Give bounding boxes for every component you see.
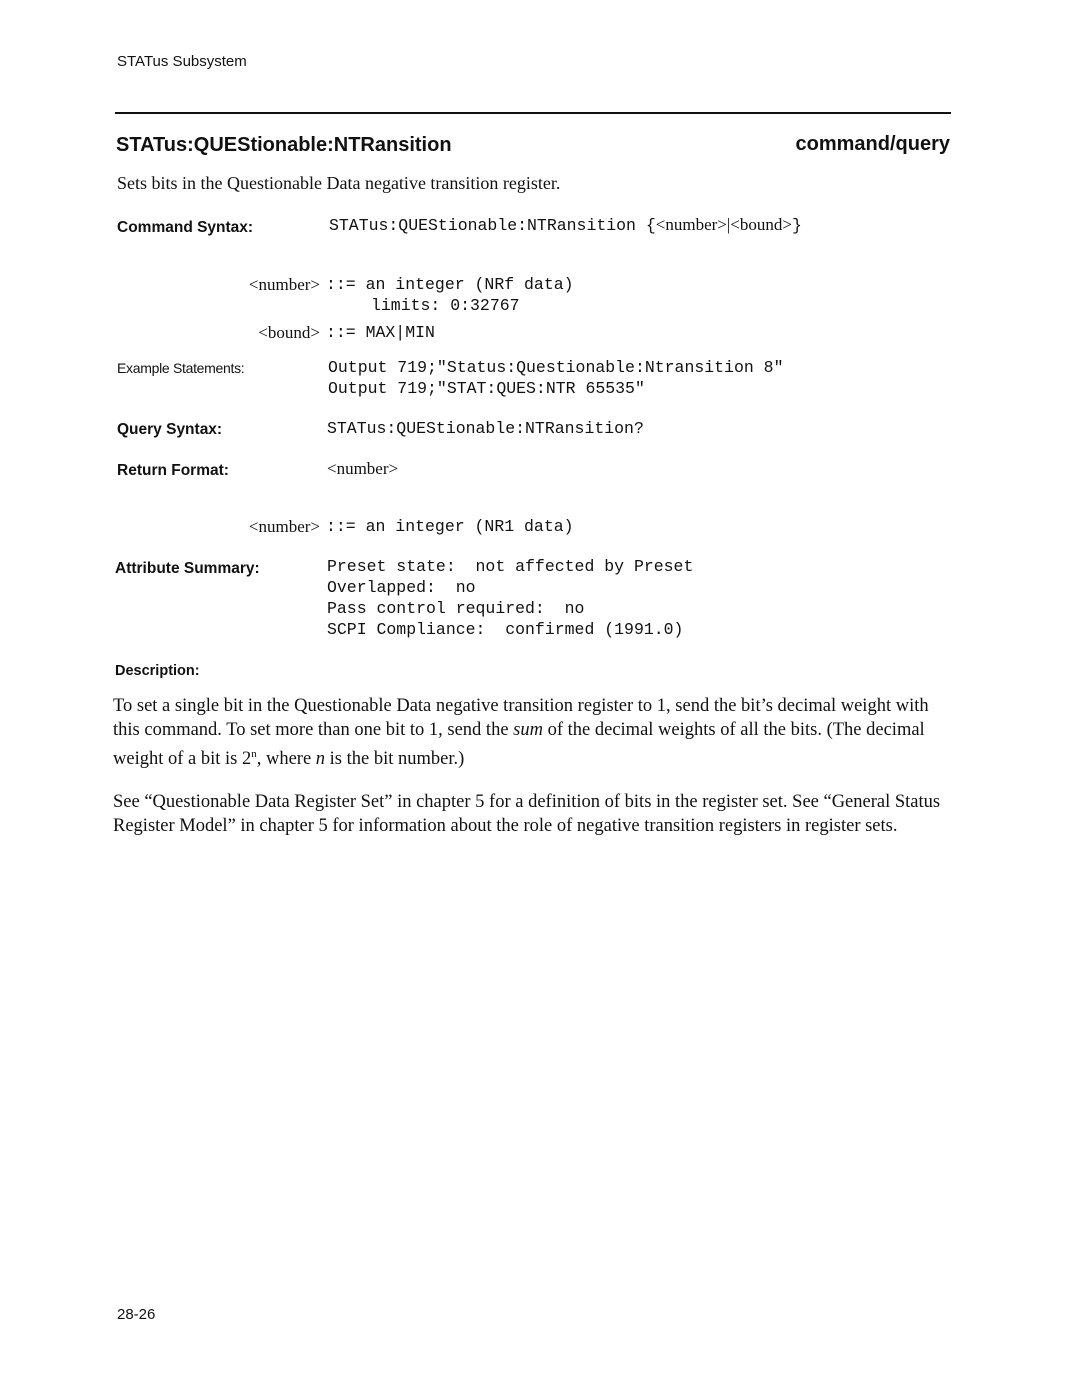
command-syntax-label: Command Syntax: xyxy=(117,219,254,236)
description-paragraph-1 xyxy=(113,694,953,771)
description-paragraph-2 xyxy=(113,790,953,838)
attribute-summary-label: Attribute Summary: xyxy=(115,560,260,577)
example-statements xyxy=(328,357,783,399)
return-format-value: <number> xyxy=(327,459,399,478)
attribute-line: Overlapped: no xyxy=(327,578,476,597)
description-label: Description: xyxy=(115,663,200,679)
description-text: of the decimal weights of all the bits. (The decimal weight of a bit is 2 xyxy=(113,720,925,770)
query-syntax-label: Query Syntax: xyxy=(117,421,223,438)
definition-text: ::= MAX|MIN xyxy=(326,323,435,342)
command-syntax-close: } xyxy=(791,216,802,235)
definition-term: <bound> xyxy=(258,323,320,342)
running-header: STATus Subsystem xyxy=(117,53,247,70)
attribute-line: SCPI Compliance: confirmed (1991.0) xyxy=(327,620,684,639)
command-syntax-arg1: <number> xyxy=(655,215,727,234)
description-emphasis: sum xyxy=(513,720,543,740)
description-text: , where xyxy=(256,749,316,770)
attribute-line: Preset state: not affected by Preset xyxy=(327,557,694,576)
query-syntax: STATus:QUEStionable:NTRansition? xyxy=(327,419,644,438)
description-text: is the bit number.) xyxy=(325,749,465,770)
definition-term: <number> xyxy=(248,517,320,536)
example-line: Output 719;"Status:Questionable:Ntransition 8" xyxy=(328,358,784,377)
definition-term: <number> xyxy=(248,275,320,294)
description-text: See “Questionable Data Register Set” in chapter 5 for a definition of bits in the register set. See “General Status Register Model” in chapter 5 for information about the role of negative transition registers in register sets. xyxy=(113,792,941,836)
command-syntax-code: STATus:QUEStionable:NTRansition { xyxy=(329,216,656,235)
command-syntax-sep: | xyxy=(726,215,731,234)
command-syntax-arg2: <bound> xyxy=(730,215,792,234)
definition-text: ::= an integer (NR1 data) xyxy=(326,517,574,536)
example-line: Output 719;"STAT:QUES:NTR 65535" xyxy=(328,379,645,398)
header-rule xyxy=(115,112,951,114)
description-text: To set a single bit in the Questionable Data negative transition register to 1, send the bit’s decimal weight with this command. To set more than one bit to 1, send the xyxy=(113,696,929,740)
return-format-label: Return Format: xyxy=(117,462,229,479)
command-summary: Sets bits in the Questionable Data negative transition register. xyxy=(117,173,561,193)
example-statements-label: Example Statements: xyxy=(117,360,245,376)
definition-text: limits: 0:32767 xyxy=(371,296,520,315)
attribute-line: Pass control required: no xyxy=(327,599,585,618)
command-title: STATus:QUEStionable:NTRansition xyxy=(116,134,452,156)
definition-text: ::= an integer (NRf data) xyxy=(326,275,574,294)
description-emphasis: n xyxy=(315,749,326,770)
command-type: command/query xyxy=(795,133,950,155)
attribute-summary xyxy=(327,556,693,640)
description-superscript: n xyxy=(251,748,257,760)
command-syntax xyxy=(329,215,802,236)
page-number: 28-26 xyxy=(117,1306,156,1323)
